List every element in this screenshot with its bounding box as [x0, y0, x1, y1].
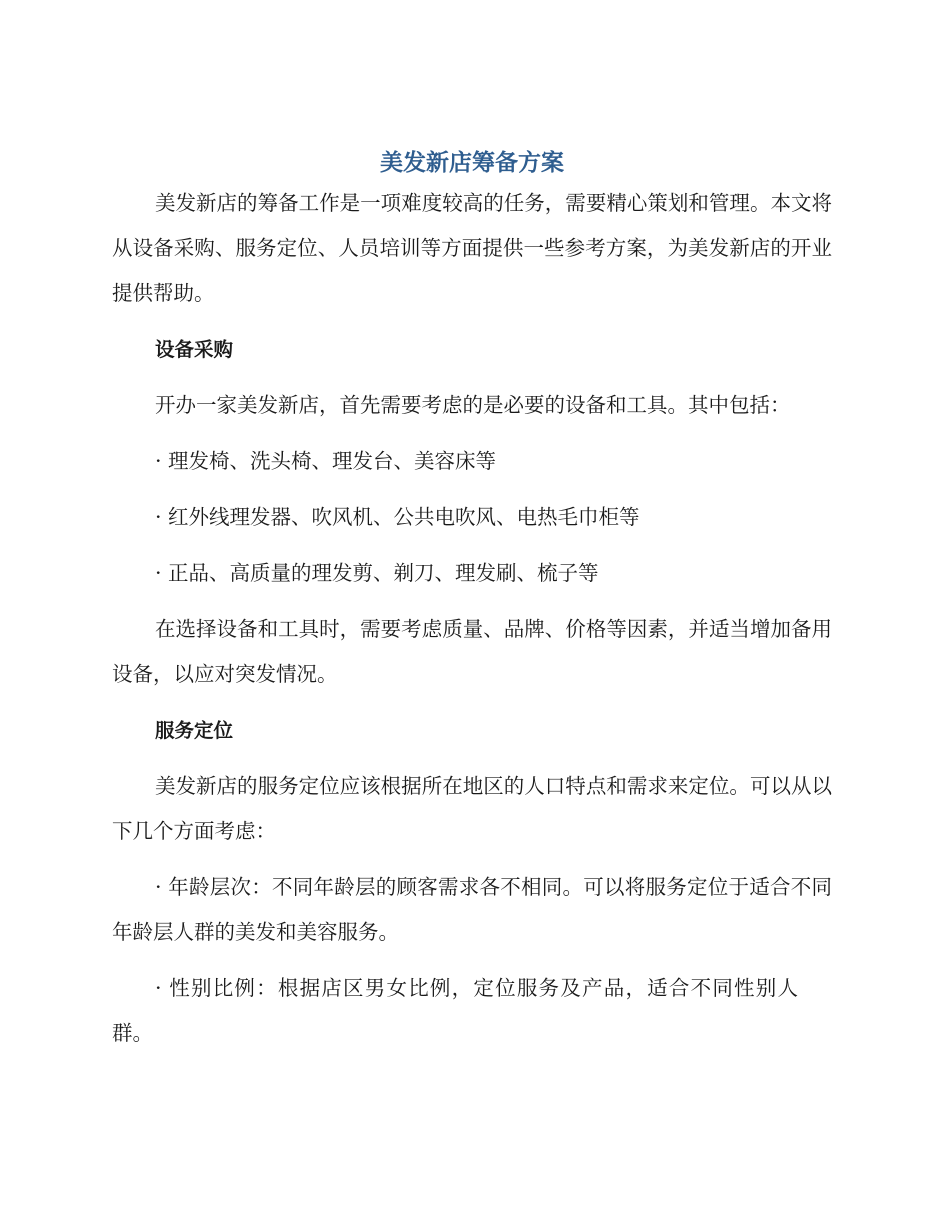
- equipment-bullet-item: · 正品、高质量的理发剪、剃刀、理发刷、梳子等: [155, 561, 599, 585]
- service-bullet-item: · 年龄层次：不同年龄层的顾客需求各不相同。可以将服务定位于适合不同年龄层人群的美发和美容服务。: [112, 875, 832, 944]
- section-heading-equipment: 设备采购: [155, 338, 234, 361]
- equipment-bullet-item: · 红外线理发器、吹风机、公共电吹风、电热毛巾柜等: [155, 505, 640, 529]
- equipment-bullet-item: · 理发椅、洗头椅、理发台、美容床等: [155, 449, 497, 473]
- equipment-closing-paragraph: 在选择设备和工具时，需要考虑质量、品牌、价格等因素，并适当增加备用设备，以应对突发情况。: [112, 617, 832, 686]
- service-bullet-item: · 性别比例：根据店区男女比例，定位服务及产品，适合不同性别人群。: [112, 976, 798, 1045]
- service-lead-paragraph: 美发新店的服务定位应该根据所在地区的人口特点和需求来定位。可以从以下几个方面考虑：: [112, 774, 832, 843]
- document-page: [112, 145, 832, 1056]
- section-heading-service: 服务定位: [155, 719, 234, 742]
- document-title: 美发新店筹备方案: [380, 150, 564, 176]
- equipment-lead-paragraph: 开办一家美发新店，首先需要考虑的是必要的设备和工具。其中包括：: [155, 393, 791, 417]
- intro-paragraph: 美发新店的筹备工作是一项难度较高的任务，需要精心策划和管理。本文将从设备采购、服务定位、人员培训等方面提供一些参考方案，为美发新店的开业提供帮助。: [112, 191, 832, 305]
